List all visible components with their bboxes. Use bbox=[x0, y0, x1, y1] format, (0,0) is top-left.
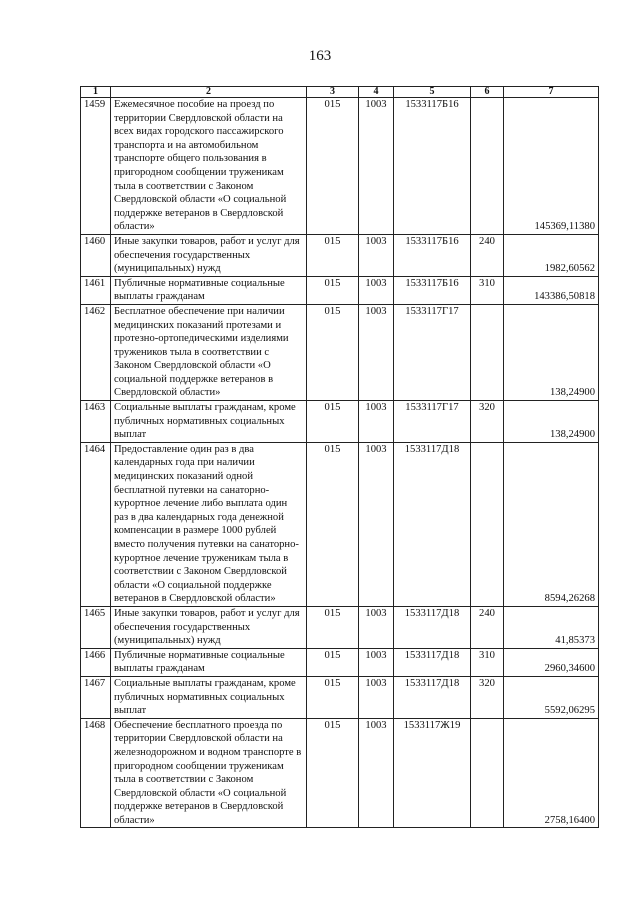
expense-type bbox=[471, 98, 504, 235]
table-row bbox=[81, 648, 599, 676]
section-code: 1003 bbox=[359, 304, 394, 400]
target-code: 1533117Д18 bbox=[394, 648, 471, 676]
row-name: Иные закупки товаров, работ и услуг для обеспечения государственных (муниципальных) нужд bbox=[111, 606, 307, 648]
budget-table bbox=[80, 86, 599, 828]
ministry-code: 015 bbox=[307, 676, 359, 718]
expense-type bbox=[471, 442, 504, 606]
row-number: 1468 bbox=[81, 718, 111, 828]
amount: 138,24900 bbox=[504, 304, 599, 400]
target-code: 1533117Д18 bbox=[394, 442, 471, 606]
row-number: 1463 bbox=[81, 401, 111, 443]
row-name: Публичные нормативные социальные выплаты гражданам bbox=[111, 276, 307, 304]
section-code: 1003 bbox=[359, 276, 394, 304]
expense-type bbox=[471, 718, 504, 828]
section-code: 1003 bbox=[359, 606, 394, 648]
row-name: Ежемесячное пособие на проезд по территории Свердловской области на всех видах городского пассажирского транспорта и на автомобильном транспорте общего пользования в пригородном сообщении труженикам тыла в соответствии с Законом Свердловской области «О социальной поддержке ветеранов в Свердловской области» bbox=[111, 98, 307, 235]
row-name: Обеспечение бесплатного проезда по территории Свердловской области на железнодорожном и водном транспорте в пригородном сообщении труженикам тыла в соответствии с Законом Свердловской области «О социальной поддержке ветеранов в Свердловской области» bbox=[111, 718, 307, 828]
table-row bbox=[81, 606, 599, 648]
col-header-7: 7 bbox=[504, 87, 599, 98]
ministry-code: 015 bbox=[307, 606, 359, 648]
target-code: 1533117Б16 bbox=[394, 276, 471, 304]
row-name: Социальные выплаты гражданам, кроме публичных нормативных социальных выплат bbox=[111, 401, 307, 443]
table-row bbox=[81, 401, 599, 443]
amount: 5592,06295 bbox=[504, 676, 599, 718]
table-row bbox=[81, 718, 599, 828]
row-name: Иные закупки товаров, работ и услуг для обеспечения государственных (муниципальных) нужд bbox=[111, 234, 307, 276]
ministry-code: 015 bbox=[307, 98, 359, 235]
section-code: 1003 bbox=[359, 442, 394, 606]
col-header-3: 3 bbox=[307, 87, 359, 98]
table-row bbox=[81, 304, 599, 400]
section-code: 1003 bbox=[359, 676, 394, 718]
amount: 143386,50818 bbox=[504, 276, 599, 304]
table-row bbox=[81, 676, 599, 718]
ministry-code: 015 bbox=[307, 276, 359, 304]
table-row bbox=[81, 276, 599, 304]
table-row bbox=[81, 234, 599, 276]
ministry-code: 015 bbox=[307, 648, 359, 676]
row-name: Бесплатное обеспечение при наличии медицинских показаний протезами и протезно-ортопедическими изделиями тружеников тыла в соответствии с Законом Свердловской области «О социальной поддержке ветеранов в Свердловской области» bbox=[111, 304, 307, 400]
section-code: 1003 bbox=[359, 401, 394, 443]
section-code: 1003 bbox=[359, 648, 394, 676]
row-name: Публичные нормативные социальные выплаты гражданам bbox=[111, 648, 307, 676]
row-number: 1459 bbox=[81, 98, 111, 235]
col-header-4: 4 bbox=[359, 87, 394, 98]
header-row bbox=[81, 87, 599, 98]
table-row bbox=[81, 442, 599, 606]
row-number: 1467 bbox=[81, 676, 111, 718]
amount: 145369,11380 bbox=[504, 98, 599, 235]
target-code: 1533117Д18 bbox=[394, 676, 471, 718]
target-code: 1533117Б16 bbox=[394, 98, 471, 235]
expense-type: 240 bbox=[471, 234, 504, 276]
ministry-code: 015 bbox=[307, 718, 359, 828]
row-number: 1462 bbox=[81, 304, 111, 400]
ministry-code: 015 bbox=[307, 442, 359, 606]
ministry-code: 015 bbox=[307, 401, 359, 443]
row-number: 1461 bbox=[81, 276, 111, 304]
expense-type: 320 bbox=[471, 676, 504, 718]
row-number: 1466 bbox=[81, 648, 111, 676]
expense-type: 310 bbox=[471, 276, 504, 304]
section-code: 1003 bbox=[359, 234, 394, 276]
amount: 2758,16400 bbox=[504, 718, 599, 828]
expense-type bbox=[471, 304, 504, 400]
ministry-code: 015 bbox=[307, 304, 359, 400]
col-header-1: 1 bbox=[81, 87, 111, 98]
amount: 41,85373 bbox=[504, 606, 599, 648]
row-name: Социальные выплаты гражданам, кроме публичных нормативных социальных выплат bbox=[111, 676, 307, 718]
expense-type: 320 bbox=[471, 401, 504, 443]
amount: 8594,26268 bbox=[504, 442, 599, 606]
target-code: 1533117Г17 bbox=[394, 401, 471, 443]
target-code: 1533117Ж19 bbox=[394, 718, 471, 828]
expense-type: 310 bbox=[471, 648, 504, 676]
row-number: 1465 bbox=[81, 606, 111, 648]
ministry-code: 015 bbox=[307, 234, 359, 276]
table-row bbox=[81, 98, 599, 235]
target-code: 1533117Б16 bbox=[394, 234, 471, 276]
target-code: 1533117Д18 bbox=[394, 606, 471, 648]
section-code: 1003 bbox=[359, 718, 394, 828]
expense-type: 240 bbox=[471, 606, 504, 648]
section-code: 1003 bbox=[359, 98, 394, 235]
page-number: 163 bbox=[308, 48, 332, 64]
amount: 1982,60562 bbox=[504, 234, 599, 276]
amount: 138,24900 bbox=[504, 401, 599, 443]
row-number: 1460 bbox=[81, 234, 111, 276]
amount: 2960,34600 bbox=[504, 648, 599, 676]
col-header-5: 5 bbox=[394, 87, 471, 98]
row-name: Предоставление один раз в два календарных года при наличии медицинских показаний одной бесплатной путевки на санаторно-курортное лечение либо выплата один раз в два календарных года денежной компенсации в размере 1000 рублей вместо получения путевки на санаторно-курортное лечение труженикам тыла в соответствии с Законом Свердловской области «О социальной поддержке ветеранов в Свердловской области» bbox=[111, 442, 307, 606]
col-header-2: 2 bbox=[111, 87, 307, 98]
row-number: 1464 bbox=[81, 442, 111, 606]
col-header-6: 6 bbox=[471, 87, 504, 98]
target-code: 1533117Г17 bbox=[394, 304, 471, 400]
